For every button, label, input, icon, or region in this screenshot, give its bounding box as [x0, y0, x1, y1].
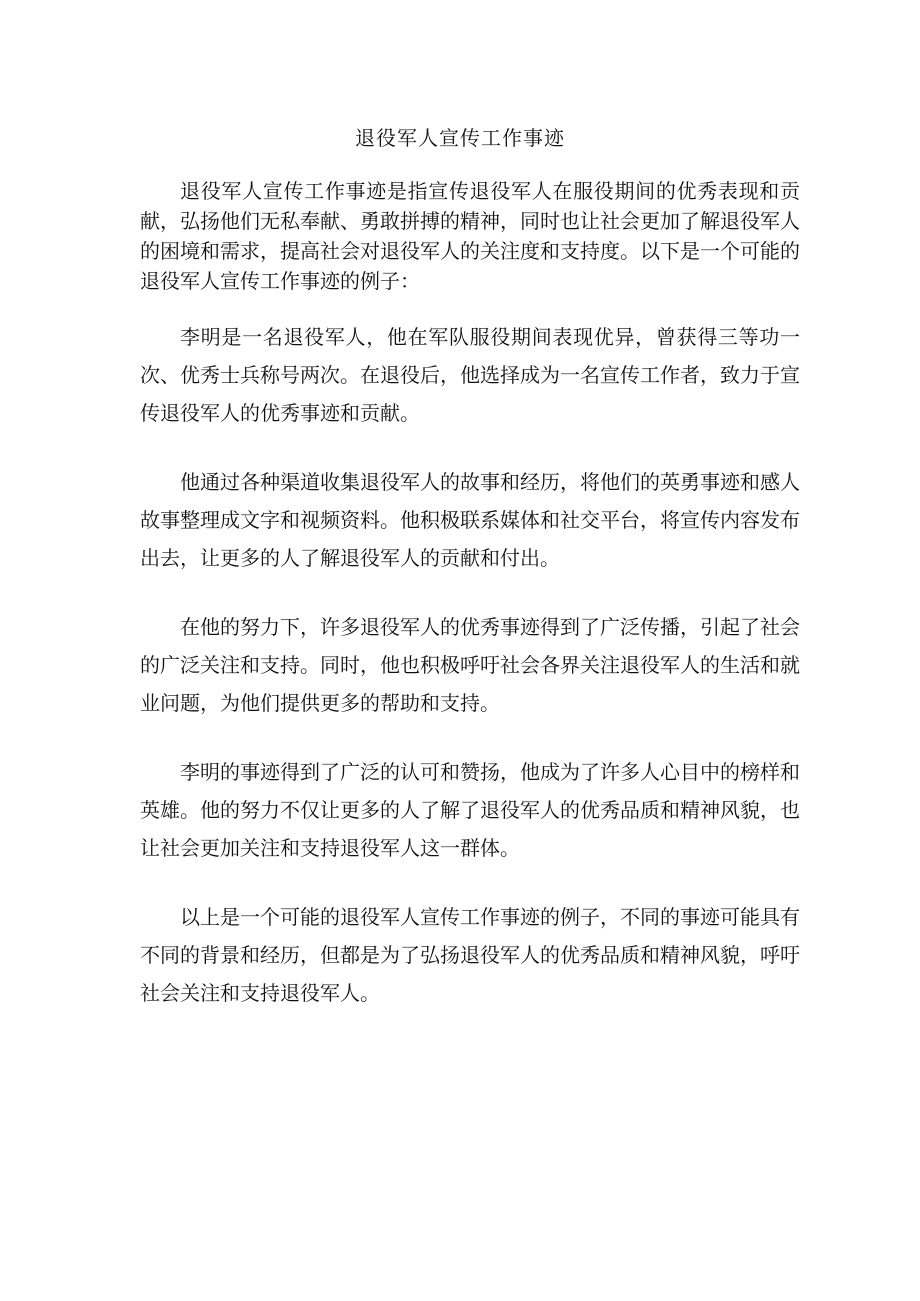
paragraph-background: 李明是一名退役军人，他在军队服役期间表现优异，曾获得三等功一次、优秀士兵称号两次。在退役后，他选择成为一名宣传工作者，致力于宣传退役军人的优秀事迹和贡献。: [140, 325, 800, 425]
paragraph-collection: 他通过各种渠道收集退役军人的故事和经历，将他们的英勇事迹和感人故事整理成文字和视频资料。他积极联系媒体和社交平台，将宣传内容发布出去，让更多的人了解退役军人的贡献和付出。: [140, 470, 800, 570]
paragraph-conclusion: 以上是一个可能的退役军人宣传工作事迹的例子，不同的事迹可能具有不同的背景和经历，但都是为了弘扬退役军人的优秀品质和精神风貌，呼吁社会关注和支持退役军人。: [140, 905, 800, 1005]
paragraph-intro: 退役军人宣传工作事迹是指宣传退役军人在服役期间的优秀表现和贡献，弘扬他们无私奉献、勇敢拼搏的精神，同时也让社会更加了解退役军人的困境和需求，提高社会对退役军人的关注度和支持度。以下是一个可能的退役军人宣传工作事迹的例子：: [140, 179, 800, 293]
document-title: 退役军人宣传工作事迹: [355, 126, 565, 150]
paragraph-impact: 在他的努力下，许多退役军人的优秀事迹得到了广泛传播，引起了社会的广泛关注和支持。同时，他也积极呼吁社会各界关注退役军人的生活和就业问题，为他们提供更多的帮助和支持。: [140, 615, 800, 715]
paragraph-recognition: 李明的事迹得到了广泛的认可和赞扬，他成为了许多人心目中的榜样和英雄。他的努力不仅让更多的人了解了退役军人的优秀品质和精神风貌，也让社会更加关注和支持退役军人这一群体。: [140, 760, 800, 860]
